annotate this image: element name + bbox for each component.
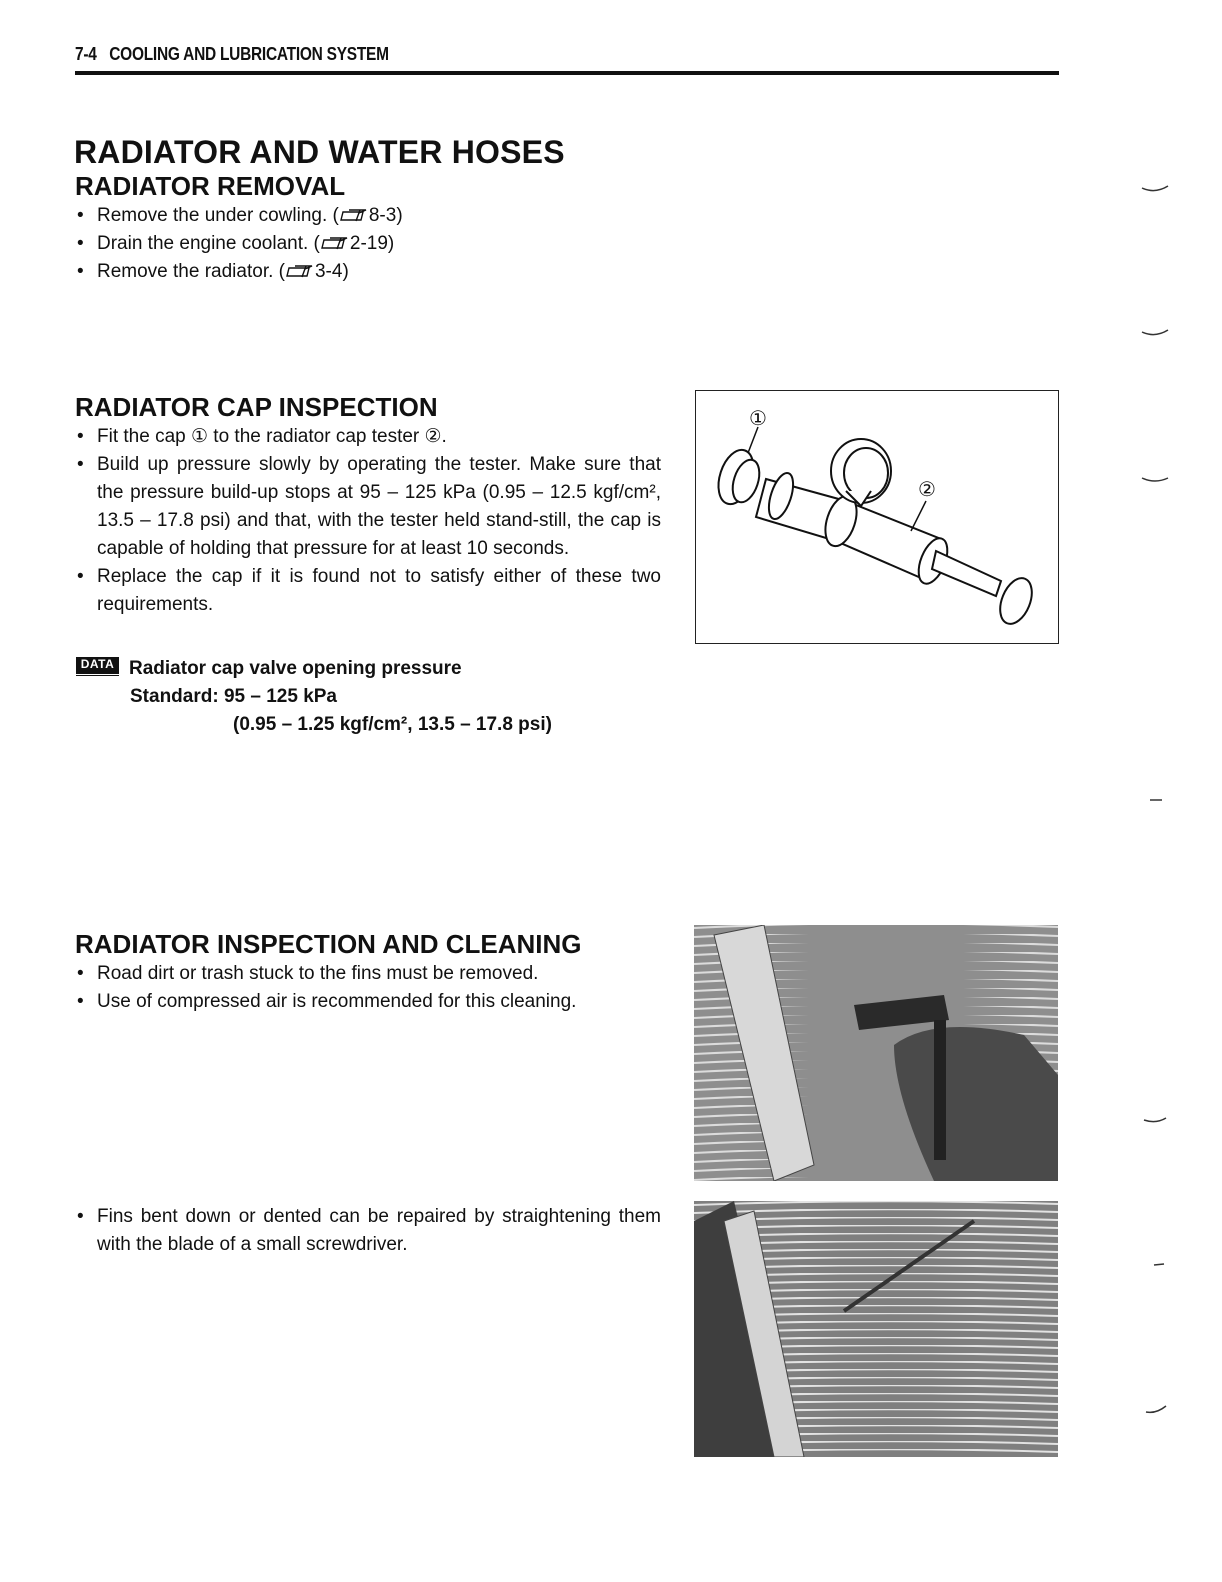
callout-1: ① xyxy=(749,406,767,430)
radiator-removal-heading: RADIATOR REMOVAL xyxy=(75,171,346,201)
cap-inspection-heading: RADIATOR CAP INSPECTION xyxy=(75,392,438,422)
list-item: • Replace the cap if it is found not to satisfy either of these two requirements. xyxy=(76,563,661,619)
cleaning-heading: RADIATOR INSPECTION AND CLEANING xyxy=(75,929,582,959)
spec-block xyxy=(76,655,552,739)
list-item: • Use of compressed air is recommended for this cleaning. xyxy=(76,988,676,1016)
binding-edge-marks xyxy=(1140,180,1170,1420)
reference-pointer-icon xyxy=(320,235,350,251)
list-item: • Fins bent down or dented can be repaired by straightening them with the blade of a small screwdriver. xyxy=(76,1203,661,1259)
page-title: RADIATOR AND WATER HOSES xyxy=(74,134,565,170)
radiator-fin-repair-photo xyxy=(694,1201,1058,1457)
spec-title: Radiator cap valve opening pressure xyxy=(129,658,462,679)
data-badge-icon: DATA xyxy=(76,657,119,677)
cleaning-steps xyxy=(76,960,676,1016)
list-item: • Fit the cap ① to the radiator cap tester ②. xyxy=(76,423,661,451)
header-rule xyxy=(75,71,1059,75)
page-number: 7-4 xyxy=(75,44,97,64)
cap-inspection-steps xyxy=(76,423,661,619)
fin-repair-steps xyxy=(76,1203,661,1259)
cap-tester-illustration xyxy=(696,391,1058,643)
reference-pointer-icon xyxy=(339,207,369,223)
list-item: • Drain the engine coolant. ( 2-19) xyxy=(76,230,676,258)
radiator-removal-steps xyxy=(76,202,676,286)
list-item: • Build up pressure slowly by operating the tester. Make sure that the pressure build-up stops at 95 – 125 kPa (0.95 – 12.5 kgf/cm², 13.5 – 17.8 psi) and that, with the tester held stand-still, the cap is capable of holding that pressure for at least 10 seconds. xyxy=(76,451,661,563)
list-item: • Road dirt or trash stuck to the fins must be removed. xyxy=(76,960,676,988)
spec-standard: Standard: 95 – 125 kPa xyxy=(130,686,337,707)
running-header xyxy=(75,44,389,65)
radiator-photo-2 xyxy=(694,1201,1058,1457)
section-name: COOLING AND LUBRICATION SYSTEM xyxy=(109,44,389,64)
list-item: • Remove the radiator. ( 3-4) xyxy=(76,258,676,286)
radiator-air-cleaning-photo xyxy=(694,925,1058,1181)
cap-tester-figure xyxy=(695,390,1059,644)
list-item: • Remove the under cowling. ( 8-3) xyxy=(76,202,676,230)
radiator-photo-1 xyxy=(694,925,1058,1181)
callout-2: ② xyxy=(918,477,936,501)
spec-conversion: (0.95 – 1.25 kgf/cm², 13.5 – 17.8 psi) xyxy=(233,714,552,735)
reference-pointer-icon xyxy=(285,263,315,279)
